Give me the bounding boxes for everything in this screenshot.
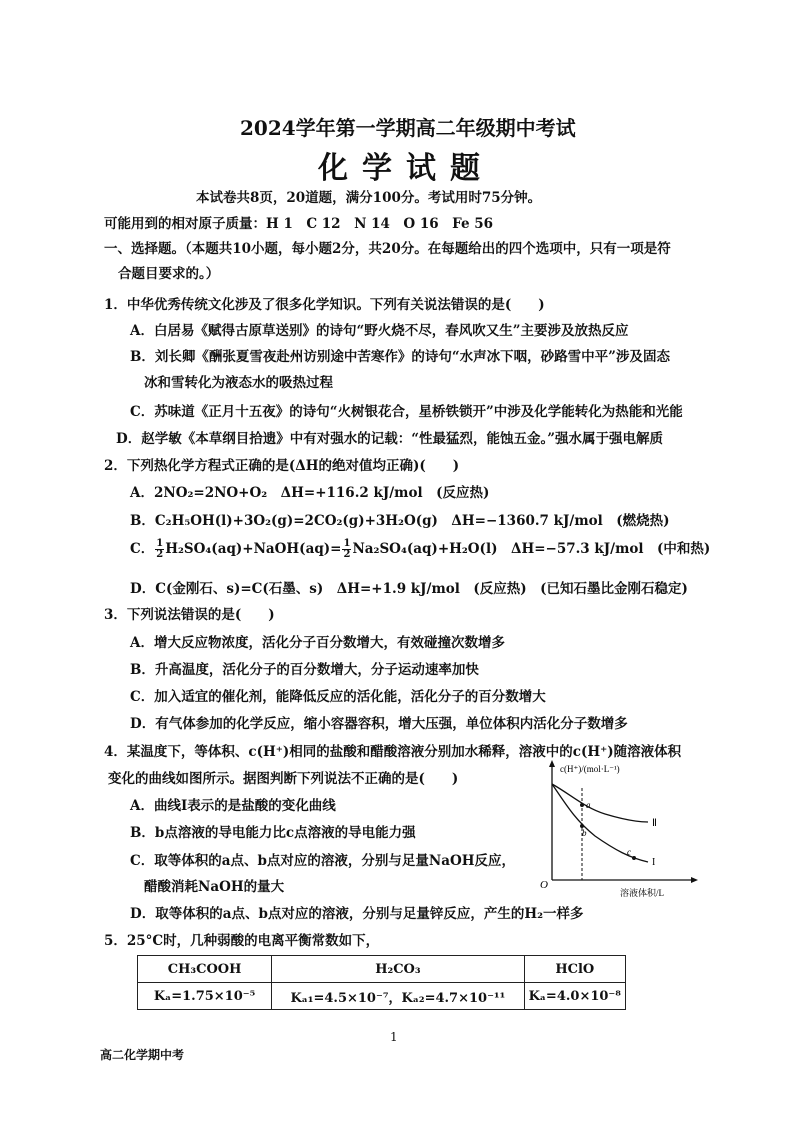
q3-option-a: A．增大反应物浓度，活化分子百分数增大，有效碰撞次数增多 [130, 635, 505, 651]
point-c-label: c [627, 847, 631, 857]
point-a-dot [580, 803, 584, 807]
point-a-label: a [586, 800, 591, 810]
table-row [138, 983, 626, 1010]
table-header-cell: HClO [524, 956, 625, 983]
dilution-graph [530, 758, 700, 898]
subject-title: 化学试题 [318, 151, 494, 186]
footer-label: 高二化学期中考 [100, 1048, 185, 1062]
point-b-label: b [582, 828, 587, 838]
q1-option-b: B．刘长卿《酬张夏雪夜赴州访别途中苦寒作》的诗句“水声冰下咽，砂路雪中平”涉及固态 [130, 349, 670, 365]
q4-option-a: A．曲线I表示的是盐酸的变化曲线 [130, 798, 336, 814]
page-number: 1 [390, 1030, 398, 1044]
q1-option-a: A．白居易《赋得古原草送别》的诗句“野火烧不尽，春风吹又生”主要涉及放热反应 [130, 323, 629, 339]
q2-option-c [130, 537, 710, 560]
atomic-masses: 可能用到的相对原子质量：H 1 C 12 N 14 O 16 Fe 56 [104, 216, 494, 232]
y-axis-arrow [549, 760, 555, 767]
q4-option-c: C．取等体积的a点、b点对应的溶液，分别与足量NaOH反应， [130, 853, 516, 869]
q2-option-d: D．C(金刚石、s)=C(石墨、s) ΔH=+1.9 kJ/mol (反应热) (已知石墨比金刚石稳定) [130, 581, 688, 597]
x-axis-label: 溶液体积/L [620, 888, 664, 898]
point-c-dot [632, 856, 636, 860]
q4-option-b: B．b点溶液的导电能力比c点溶液的导电能力强 [130, 825, 416, 841]
curve-ii-label: Ⅱ [652, 818, 657, 829]
y-axis-label: c(H⁺)/(mol·L⁻¹) [560, 764, 620, 774]
q4-stem-cont: 变化的曲线如图所示。据图判断下列说法不正确的是( ) [108, 771, 459, 787]
ionization-constants-table [137, 955, 626, 1010]
q3-stem: 3．下列说法错误的是( ) [104, 607, 275, 623]
q2-option-b: B．C₂H₅OH(l)+3O₂(g)=2CO₂(g)+3H₂O(g) ΔH=−1360.7 kJ/mol (燃烧热) [130, 513, 670, 529]
table-header-cell: H₂CO₃ [272, 956, 524, 983]
table-header-cell: CH₃COOH [138, 956, 272, 983]
q1-option-c: C．苏味道《正月十五夜》的诗句“火树银花合，星桥铁锁开”中涉及化学能转化为热能和光能 [130, 404, 683, 420]
q5-stem: 5．25°C时，几种弱酸的电离平衡常数如下， [104, 933, 380, 949]
origin-label: O [540, 879, 548, 891]
fraction-half: $\frac{1}{2}$ [156, 538, 164, 560]
q2-option-c-part2: Na₂SO₄(aq)+H₂O(l) ΔH=−57.3 kJ/mol (中和热) [352, 541, 711, 557]
q1-stem: 1．中华优秀传统文化涉及了很多化学知识。下列有关说法错误的是( ) [104, 297, 545, 313]
table-cell: Kₐ=1.75×10⁻⁵ [138, 983, 272, 1010]
curve-i-label: I [652, 857, 656, 868]
q4-option-c-cont: 醋酸消耗NaOH的量大 [144, 879, 285, 895]
q2-option-a: A．2NO₂=2NO+O₂ ΔH=+116.2 kJ/mol (反应热) [130, 485, 490, 501]
section-heading: 一、选择题。（本题共10小题，每小题2分，共20分。在每题给出的四个选项中，只有一项是符 [104, 241, 671, 257]
q1-option-d: D．赵学敏《本草纲目拾遗》中有对强水的记载：“性最猛烈，能蚀五金。”强水属于强电解质 [116, 431, 663, 447]
q2-stem: 2．下列热化学方程式正确的是(ΔH的绝对值均正确)( ) [104, 458, 460, 474]
x-axis-arrow [691, 877, 698, 883]
fraction-half: $\frac{1}{2}$ [343, 538, 351, 560]
table-cell: Kₐ₁=4.5×10⁻⁷，Kₐ₂=4.7×10⁻¹¹ [272, 983, 524, 1010]
curve-ii [552, 784, 648, 822]
q1-option-b-cont: 冰和雪转化为液态水的吸热过程 [144, 375, 333, 391]
q2-option-c-part1: H₂SO₄(aq)+NaOH(aq)= [165, 541, 342, 557]
table-header-row [138, 956, 626, 983]
q4-stem: 4．某温度下，等体积、c(H⁺)相同的盐酸和醋酸溶液分别加水稀释，溶液中的c(H⁺)随溶液体积 [104, 744, 682, 760]
q4-option-d: D．取等体积的a点、b点对应的溶液，分别与足量锌反应，产生的H₂一样多 [130, 906, 584, 922]
exam-info: 本试卷共8页，20道题，满分100分。考试用时75分钟。 [196, 190, 542, 206]
q2-option-c-label: C． [130, 541, 155, 557]
curve-i [552, 784, 648, 862]
exam-title: 2024学年第一学期高二年级期中考试 [240, 116, 576, 140]
q3-option-c: C．加入适宜的催化剂，能降低反应的活化能，活化分子的百分数增大 [130, 689, 546, 705]
table-cell: Kₐ=4.0×10⁻⁸ [524, 983, 625, 1010]
q3-option-b: B．升高温度，活化分子的百分数增大，分子运动速率加快 [130, 662, 479, 678]
section-heading-cont: 合题目要求的。） [118, 266, 220, 282]
q3-option-d: D．有气体参加的化学反应，缩小容器容积，增大压强，单位体积内活化分子数增多 [130, 716, 628, 732]
